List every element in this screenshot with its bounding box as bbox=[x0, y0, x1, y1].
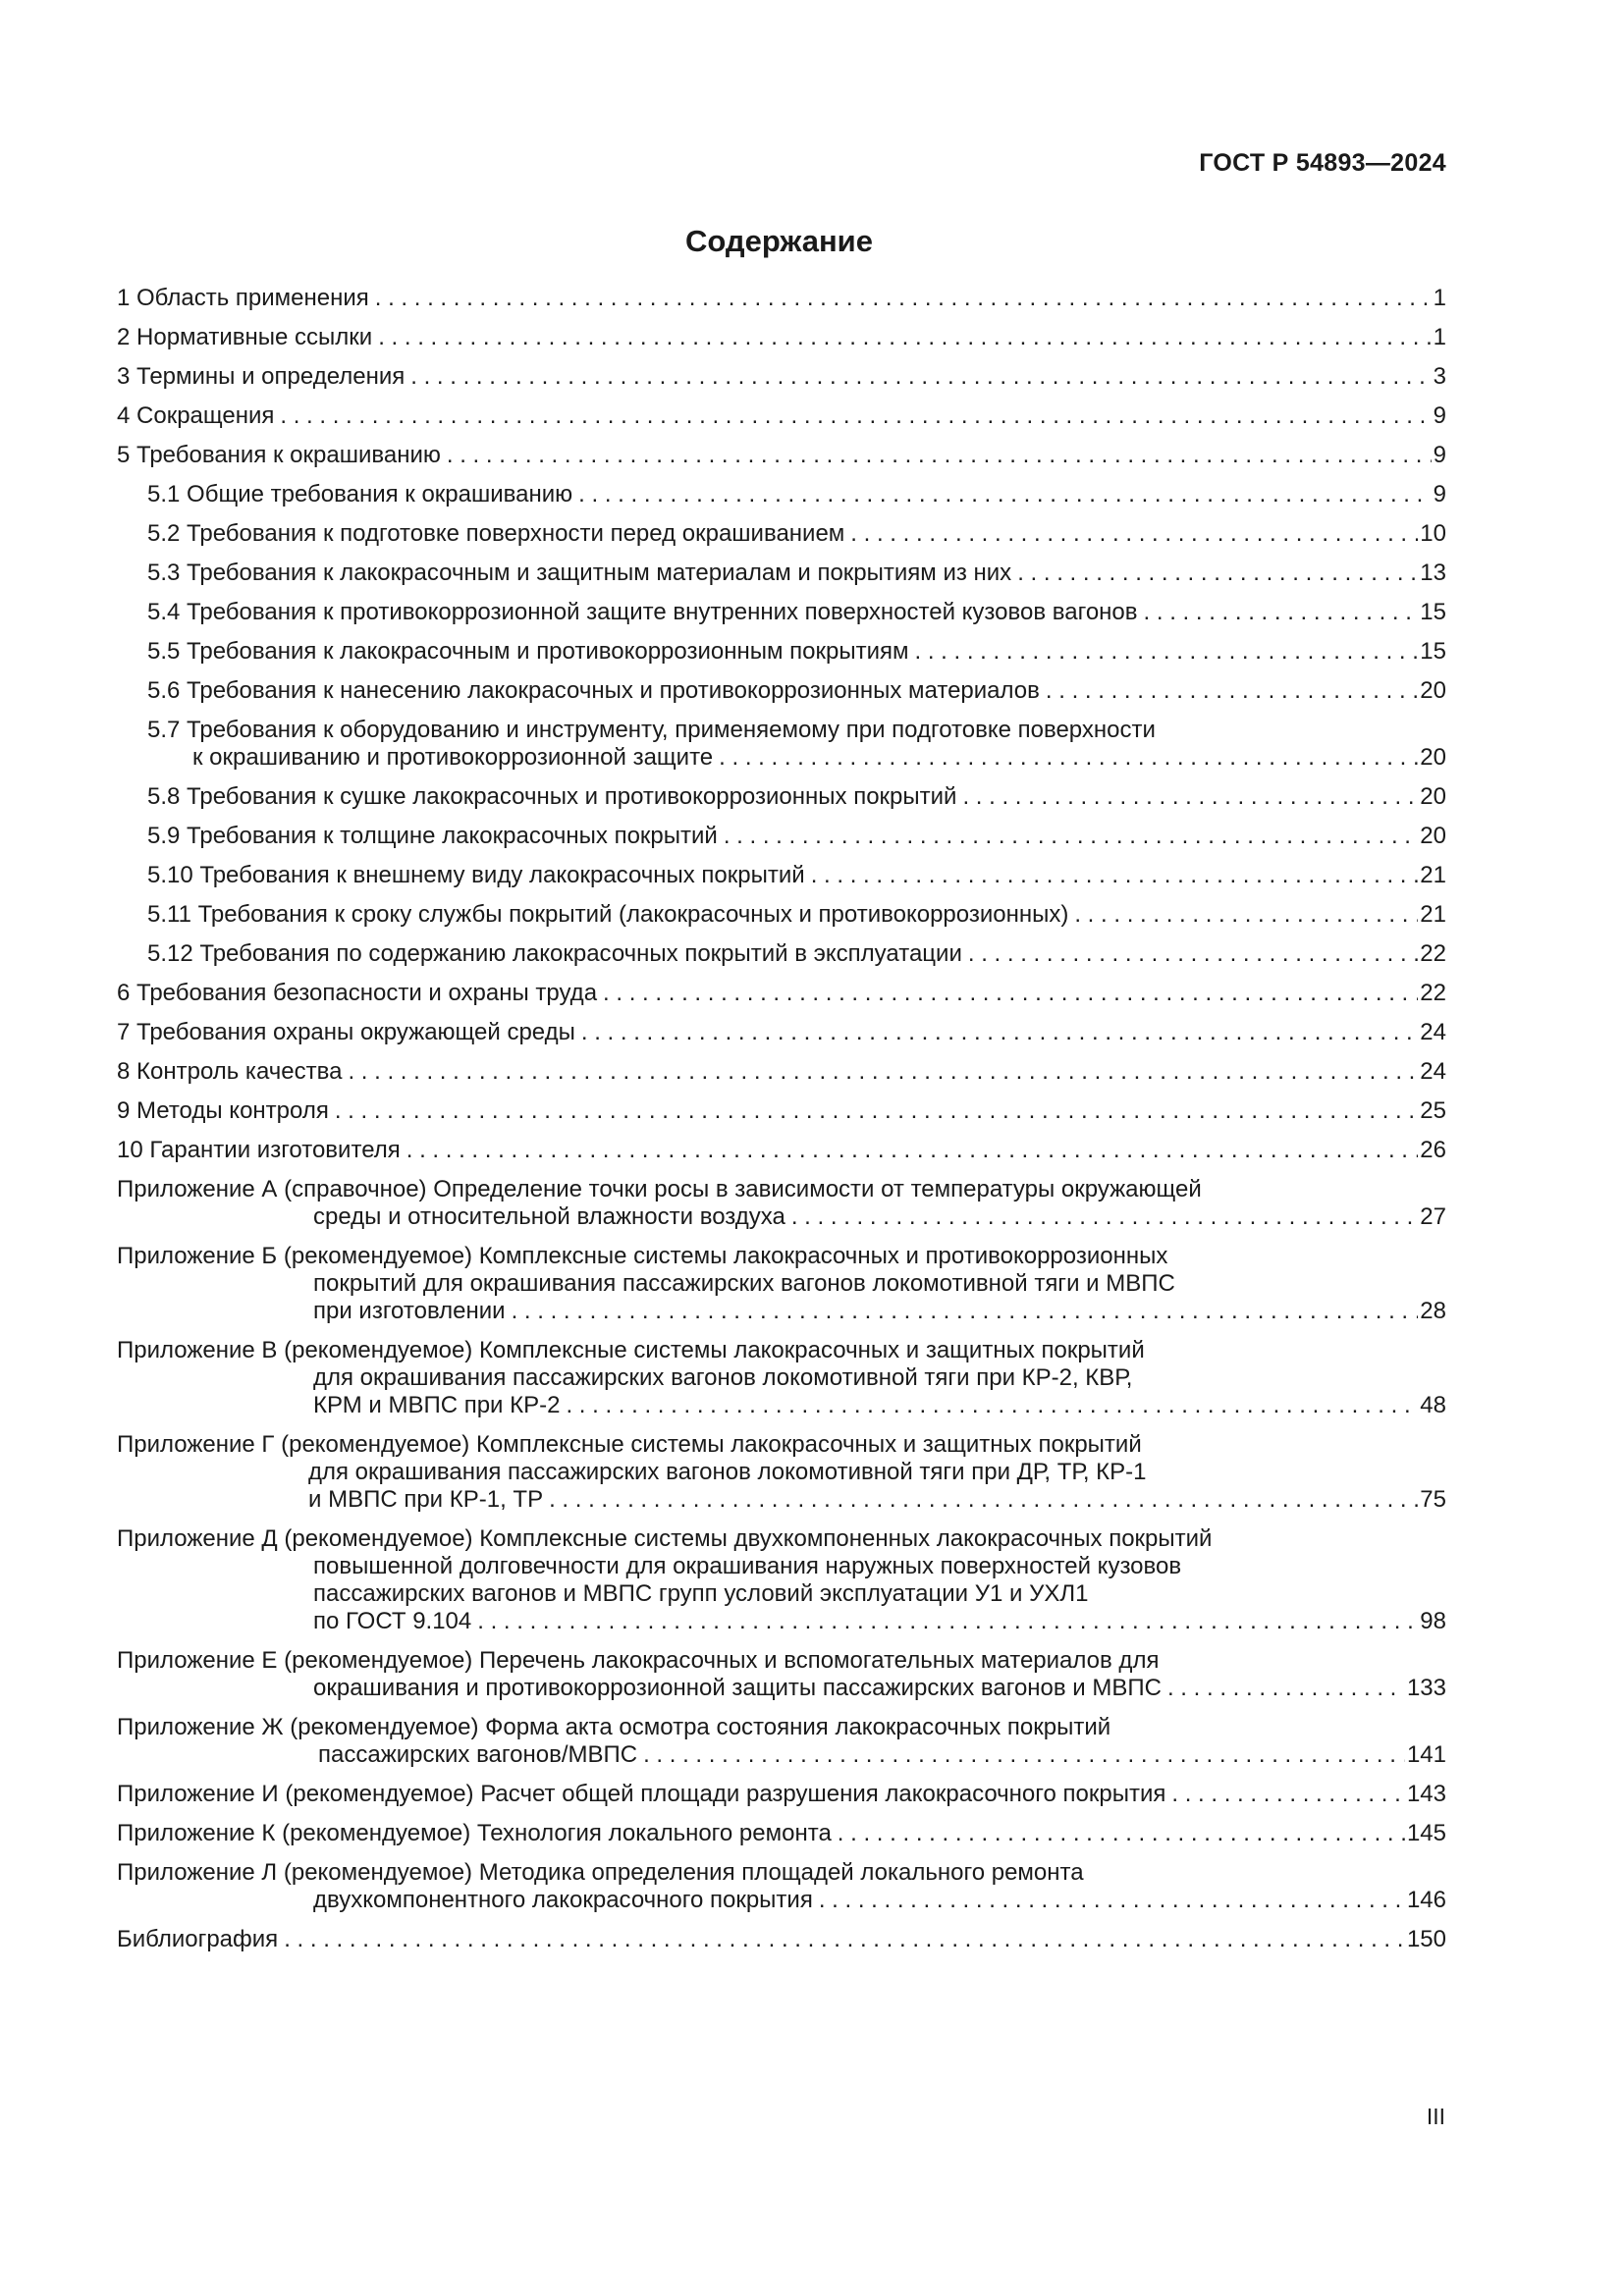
toc-entry[interactable] bbox=[117, 1176, 1446, 1231]
leader-dots bbox=[566, 1392, 1418, 1419]
toc-entry-last-line bbox=[117, 1058, 1446, 1086]
toc-entry-last-line bbox=[117, 1019, 1446, 1046]
toc-entry-last-line bbox=[117, 980, 1446, 1007]
toc-entry-last-line bbox=[117, 363, 1446, 391]
toc-entry-line: 5.7 Требования к оборудованию и инструменту, применяемому при подготовке поверхности bbox=[147, 717, 1156, 743]
toc-entry-title: двухкомпонентного лакокрасочного покрытия bbox=[313, 1887, 813, 1913]
toc-entry-line: Приложение Л (рекомендуемое) Методика определения площадей локального ремонта bbox=[117, 1859, 1084, 1886]
toc-entry-line: повышенной долговечности для окрашивания наружных поверхностей кузовов bbox=[313, 1553, 1182, 1579]
toc-entry-page: 20 bbox=[1420, 783, 1446, 810]
toc-entry[interactable] bbox=[117, 481, 1446, 508]
toc-entry-page: 1 bbox=[1433, 324, 1446, 350]
toc-entry-line: Приложение В (рекомендуемое) Комплексные системы лакокрасочных и защитных покрытий bbox=[117, 1337, 1145, 1363]
toc-entry-line: пассажирских вагонов и МВПС групп условий эксплуатации У1 и УХЛ1 bbox=[313, 1580, 1089, 1607]
toc-entry[interactable] bbox=[117, 940, 1446, 968]
toc-entry-last-line bbox=[147, 901, 1446, 929]
toc-entry[interactable] bbox=[117, 363, 1446, 391]
toc-entry-page: 20 bbox=[1420, 744, 1446, 771]
toc-entry-title: 7 Требования охраны окружающей среды bbox=[117, 1019, 575, 1045]
toc-entry-page: 24 bbox=[1420, 1019, 1446, 1045]
leader-dots bbox=[915, 638, 1419, 666]
toc-entry[interactable] bbox=[117, 520, 1446, 548]
toc-entry-title: 2 Нормативные ссылки bbox=[117, 324, 373, 350]
toc-entry-page: 20 bbox=[1420, 823, 1446, 849]
toc-entry[interactable] bbox=[117, 599, 1446, 626]
toc-entry-title: 3 Термины и определения bbox=[117, 363, 406, 390]
leader-dots bbox=[719, 744, 1418, 772]
toc-entry-title: 10 Гарантии изготовителя bbox=[117, 1137, 401, 1163]
toc-entry-page: 22 bbox=[1420, 980, 1446, 1006]
toc-entry-page: 9 bbox=[1433, 442, 1446, 468]
toc-entry[interactable] bbox=[117, 1058, 1446, 1086]
toc-entry-title: Приложение К (рекомендуемое) Технология локального ремонта bbox=[117, 1820, 832, 1846]
leader-dots bbox=[284, 1926, 1405, 1953]
toc-entry-last-line bbox=[117, 1926, 1446, 1953]
toc-entry-last-line bbox=[117, 1097, 1446, 1125]
toc-entry-title: КРМ и МВПС при КР-2 bbox=[313, 1392, 561, 1418]
toc-entry[interactable] bbox=[117, 1859, 1446, 1914]
leader-dots bbox=[819, 1887, 1405, 1914]
toc-entry-page: 27 bbox=[1420, 1203, 1446, 1230]
toc-entry-last-line bbox=[117, 1608, 1446, 1635]
toc-entry[interactable] bbox=[117, 1820, 1446, 1847]
leader-dots bbox=[512, 1298, 1419, 1325]
toc-entry-page: 26 bbox=[1420, 1137, 1446, 1163]
toc-entry-last-line bbox=[147, 783, 1446, 811]
toc-entry-page: 15 bbox=[1420, 638, 1446, 665]
toc-entry-title: Приложение И (рекомендуемое) Расчет общей площади разрушения лакокрасочного покрытия bbox=[117, 1781, 1166, 1807]
toc-entry-page: 10 bbox=[1420, 520, 1446, 547]
toc-entry-page: 21 bbox=[1420, 862, 1446, 888]
toc-entry-page: 9 bbox=[1433, 402, 1446, 429]
toc-entry-page: 13 bbox=[1420, 560, 1446, 586]
toc-entry-page: 20 bbox=[1420, 677, 1446, 704]
leader-dots bbox=[850, 520, 1418, 548]
leader-dots bbox=[378, 324, 1431, 351]
toc-entry-line: для окрашивания пассажирских вагонов локомотивной тяги при КР-2, КВР, bbox=[313, 1364, 1133, 1391]
toc-entry-last-line bbox=[147, 744, 1446, 772]
leader-dots bbox=[447, 442, 1432, 469]
toc-entry-page: 48 bbox=[1420, 1392, 1446, 1418]
toc-entry-last-line bbox=[117, 1820, 1446, 1847]
toc-entry-title: 5.3 Требования к лакокрасочным и защитным материалам и покрытиям из них bbox=[147, 560, 1012, 586]
leader-dots bbox=[581, 1019, 1418, 1046]
toc-entry-last-line bbox=[147, 940, 1446, 968]
toc-entry-page: 150 bbox=[1406, 1926, 1446, 1952]
toc-entry-last-line bbox=[147, 823, 1446, 850]
leader-dots bbox=[375, 285, 1432, 312]
toc-entry-title: 5.2 Требования к подготовке поверхности перед окрашиванием bbox=[147, 520, 845, 547]
toc-entry-last-line bbox=[117, 402, 1446, 430]
toc-entry-page: 3 bbox=[1433, 363, 1446, 390]
toc-entry-page: 143 bbox=[1406, 1781, 1446, 1807]
leader-dots bbox=[410, 363, 1431, 391]
toc-entry-last-line bbox=[117, 1137, 1446, 1164]
toc-entry-title: 9 Методы контроля bbox=[117, 1097, 329, 1124]
toc-entry[interactable] bbox=[117, 402, 1446, 430]
toc-entry-title: 5.6 Требования к нанесению лакокрасочных и противокоррозионных материалов bbox=[147, 677, 1040, 704]
leader-dots bbox=[348, 1058, 1418, 1086]
toc-entry-title: 5.10 Требования к внешнему виду лакокрасочных покрытий bbox=[147, 862, 805, 888]
toc-entry-page: 1 bbox=[1433, 285, 1446, 311]
toc-entry-last-line bbox=[117, 1392, 1446, 1419]
leader-dots bbox=[838, 1820, 1405, 1847]
leader-dots bbox=[1144, 599, 1419, 626]
leader-dots bbox=[811, 862, 1419, 889]
toc-entry-title: к окрашиванию и противокоррозионной защите bbox=[192, 744, 714, 771]
toc-entry-last-line bbox=[147, 677, 1446, 705]
toc-entry-line: покрытий для окрашивания пассажирских вагонов локомотивной тяги и МВПС bbox=[313, 1270, 1175, 1297]
toc-entry-title: 5.12 Требования по содержанию лакокрасочных покрытий в эксплуатации bbox=[147, 940, 962, 967]
toc-entry-page: 22 bbox=[1420, 940, 1446, 967]
leader-dots bbox=[1167, 1675, 1405, 1702]
toc-entry-page: 133 bbox=[1406, 1675, 1446, 1701]
toc-entry-page: 15 bbox=[1420, 599, 1446, 625]
toc-entry[interactable] bbox=[117, 324, 1446, 351]
toc-entry-title: 5.9 Требования к толщине лакокрасочных покрытий bbox=[147, 823, 718, 849]
toc-entry-title: и МВПС при КР-1, ТР bbox=[308, 1486, 544, 1513]
toc-entry-line: Приложение Г (рекомендуемое) Комплексные системы лакокрасочных и защитных покрытий bbox=[117, 1431, 1142, 1458]
toc-entry-title: 5.5 Требования к лакокрасочным и противокоррозионным покрытиям bbox=[147, 638, 909, 665]
toc-entry-title: пассажирских вагонов/МВПС bbox=[318, 1741, 638, 1768]
leader-dots bbox=[1046, 677, 1418, 705]
toc-entry[interactable] bbox=[117, 1137, 1446, 1164]
leader-dots bbox=[406, 1137, 1419, 1164]
toc-entry-last-line bbox=[117, 1298, 1446, 1325]
leader-dots bbox=[1171, 1781, 1405, 1808]
toc-entry[interactable] bbox=[117, 560, 1446, 587]
toc-entry-last-line bbox=[117, 1781, 1446, 1808]
toc-entry-last-line bbox=[117, 1887, 1446, 1914]
toc-entry[interactable] bbox=[117, 717, 1446, 772]
toc-entry-page: 146 bbox=[1406, 1887, 1446, 1913]
toc-entry[interactable] bbox=[117, 901, 1446, 929]
table-of-contents bbox=[117, 285, 1446, 1965]
toc-entry[interactable] bbox=[117, 1019, 1446, 1046]
toc-entry-title: при изготовлении bbox=[313, 1298, 506, 1324]
toc-entry[interactable] bbox=[117, 1525, 1446, 1635]
toc-entry[interactable] bbox=[117, 1926, 1446, 1953]
toc-entry-last-line bbox=[117, 442, 1446, 469]
toc-entry-page: 9 bbox=[1433, 481, 1446, 507]
toc-entry-title: среды и относительной влажности воздуха bbox=[313, 1203, 785, 1230]
toc-entry[interactable] bbox=[117, 677, 1446, 705]
toc-entry-title: 6 Требования безопасности и охраны труда bbox=[117, 980, 598, 1006]
toc-entry-last-line bbox=[147, 481, 1446, 508]
toc-entry-title: 1 Область применения bbox=[117, 285, 369, 311]
toc-entry-line: Приложение Ж (рекомендуемое) Форма акта осмотра состояния лакокрасочных покрытий bbox=[117, 1714, 1111, 1740]
leader-dots bbox=[477, 1608, 1418, 1635]
leader-dots bbox=[1017, 560, 1418, 587]
toc-entry-last-line bbox=[147, 560, 1446, 587]
toc-title: Содержание bbox=[685, 224, 873, 258]
toc-entry-title: 5.11 Требования к сроку службы покрытий (лакокрасочных и противокоррозионных) bbox=[147, 901, 1069, 928]
toc-entry-last-line bbox=[117, 1486, 1446, 1514]
toc-entry-title: 5.1 Общие требования к окрашиванию bbox=[147, 481, 573, 507]
toc-entry[interactable] bbox=[117, 442, 1446, 469]
toc-entry-page: 98 bbox=[1420, 1608, 1446, 1634]
toc-entry-last-line bbox=[147, 520, 1446, 548]
toc-entry-line: Приложение Б (рекомендуемое) Комплексные системы лакокрасочных и противокоррозионных bbox=[117, 1243, 1168, 1269]
leader-dots bbox=[791, 1203, 1418, 1231]
toc-entry[interactable] bbox=[117, 783, 1446, 811]
toc-entry[interactable] bbox=[117, 1647, 1446, 1702]
toc-entry-page: 28 bbox=[1420, 1298, 1446, 1324]
toc-entry-last-line bbox=[147, 862, 1446, 889]
document-code: ГОСТ Р 54893—2024 bbox=[1199, 149, 1446, 177]
toc-entry[interactable] bbox=[117, 1431, 1446, 1514]
toc-entry-last-line bbox=[117, 1741, 1446, 1769]
leader-dots bbox=[643, 1741, 1405, 1769]
toc-entry-last-line bbox=[117, 1203, 1446, 1231]
toc-entry-line: для окрашивания пассажирских вагонов локомотивной тяги при ДР, ТР, КР-1 bbox=[308, 1459, 1147, 1485]
toc-entry-last-line bbox=[117, 324, 1446, 351]
toc-entry-title: 8 Контроль качества bbox=[117, 1058, 343, 1085]
toc-entry-title: окрашивания и противокоррозионной защиты пассажирских вагонов и МВПС bbox=[313, 1675, 1162, 1701]
toc-entry-line: Приложение Е (рекомендуемое) Перечень лакокрасочных и вспомогательных материалов для bbox=[117, 1647, 1160, 1674]
toc-entry-last-line bbox=[147, 599, 1446, 626]
toc-entry[interactable] bbox=[117, 823, 1446, 850]
toc-entry-line: Приложение Д (рекомендуемое) Комплексные системы двухкомпоненных лакокрасочных покрытий bbox=[117, 1525, 1213, 1552]
leader-dots bbox=[578, 481, 1432, 508]
toc-entry[interactable] bbox=[117, 1097, 1446, 1125]
leader-dots bbox=[724, 823, 1418, 850]
toc-entry-last-line bbox=[147, 638, 1446, 666]
toc-entry-last-line bbox=[117, 285, 1446, 312]
toc-entry[interactable] bbox=[117, 980, 1446, 1007]
leader-dots bbox=[280, 402, 1431, 430]
toc-entry-title: по ГОСТ 9.104 bbox=[313, 1608, 472, 1634]
leader-dots bbox=[335, 1097, 1418, 1125]
toc-entry-page: 21 bbox=[1420, 901, 1446, 928]
toc-entry-title: 5 Требования к окрашиванию bbox=[117, 442, 441, 468]
toc-entry[interactable] bbox=[117, 285, 1446, 312]
toc-entry-page: 25 bbox=[1420, 1097, 1446, 1124]
leader-dots bbox=[549, 1486, 1418, 1514]
page-number: III bbox=[1426, 2104, 1445, 2129]
leader-dots bbox=[968, 940, 1418, 968]
toc-entry[interactable] bbox=[117, 1337, 1446, 1419]
toc-entry-page: 141 bbox=[1406, 1741, 1446, 1768]
toc-entry-title: 5.4 Требования к противокоррозионной защите внутренних поверхностей кузовов вагонов bbox=[147, 599, 1138, 625]
toc-entry-line: Приложение А (справочное) Определение точки росы в зависимости от температуры окружающей bbox=[117, 1176, 1202, 1202]
leader-dots bbox=[1074, 901, 1418, 929]
toc-entry[interactable] bbox=[117, 1781, 1446, 1808]
toc-entry-title: Библиография bbox=[117, 1926, 279, 1952]
toc-entry-page: 145 bbox=[1406, 1820, 1446, 1846]
toc-entry-title: 4 Сокращения bbox=[117, 402, 275, 429]
toc-entry-title: 5.8 Требования к сушке лакокрасочных и противокоррозионных покрытий bbox=[147, 783, 957, 810]
toc-entry[interactable] bbox=[117, 1243, 1446, 1325]
leader-dots bbox=[962, 783, 1418, 811]
toc-entry-page: 75 bbox=[1420, 1486, 1446, 1513]
toc-entry[interactable] bbox=[117, 1714, 1446, 1769]
toc-entry[interactable] bbox=[117, 638, 1446, 666]
toc-entry-last-line bbox=[117, 1675, 1446, 1702]
toc-entry-page: 24 bbox=[1420, 1058, 1446, 1085]
toc-entry[interactable] bbox=[117, 862, 1446, 889]
leader-dots bbox=[603, 980, 1418, 1007]
